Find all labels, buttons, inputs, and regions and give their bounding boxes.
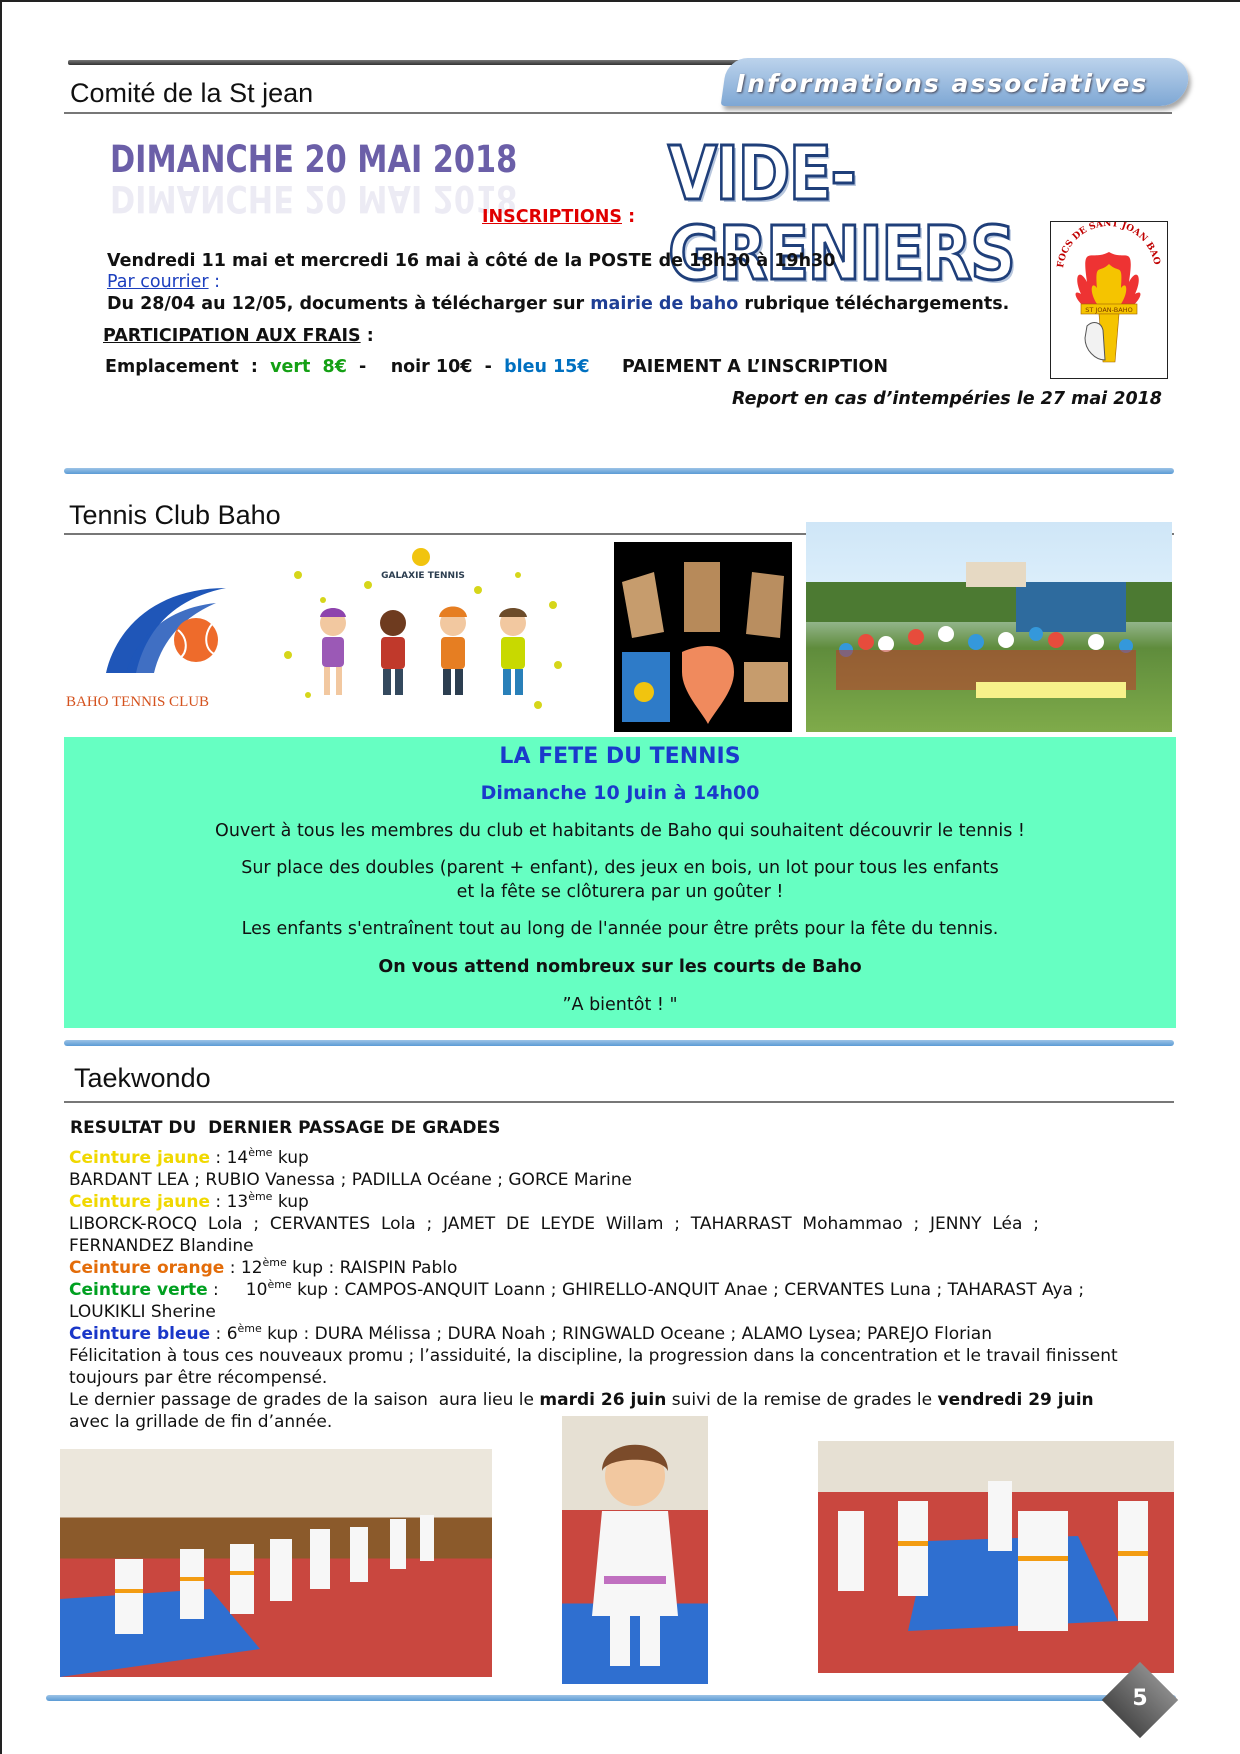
section-tab-label: Informations associatives	[736, 69, 1149, 98]
taekwondo-photo-2	[562, 1416, 708, 1684]
tennis-ball-icon	[66, 578, 246, 678]
dernier-text-b: suivi de la remise de grades le	[666, 1390, 938, 1410]
download-line	[107, 293, 1009, 315]
participation-label: PARTICIPATION AUX FRAIS	[103, 326, 361, 346]
baho-tennis-logo	[66, 578, 246, 718]
inscriptions-colon: :	[622, 207, 636, 227]
st-joan-logo	[1050, 221, 1168, 379]
page-number: 5	[1132, 1686, 1148, 1711]
kup-text: kup : CAMPOS-ANQUIT Loann ; GHIRELLO-ANQUIT Anae ; CERVANTES Luna ; TAHARAST Aya ;	[291, 1280, 1085, 1300]
participation-heading	[103, 325, 374, 347]
fete-date: Dimanche 10 Juin à 14h00	[480, 782, 760, 804]
fete-paragraph-5: ”A bientôt ! "	[562, 995, 678, 1015]
grades-subtitle: RESULTAT DU DERNIER PASSAGE DE GRADES	[70, 1118, 501, 1138]
grade-orange	[69, 1258, 457, 1280]
wooden-games-image	[614, 542, 792, 732]
grade-verte-names-b: LOUKIKLI Sherine	[69, 1302, 216, 1322]
belt-label: Ceinture verte	[69, 1280, 208, 1300]
svg-text:FOCS DE SANT JOAN BAO: FOCS DE SANT JOAN BAO	[1056, 222, 1162, 269]
event-date-title: DIMANCHE 20 MAI 2018	[110, 138, 518, 181]
fete-paragraph-3: Les enfants s'entraînent tout au long de l'année pour être prêts pour la fête du tennis.	[241, 919, 999, 939]
courrier-heading	[107, 271, 220, 293]
felicitation-line-a: Félicitation à tous ces nouveaux promu ; l’assiduité, la discipline, la progression dans la concentration et le travail finissent	[69, 1346, 1118, 1366]
kup-number: : 12	[224, 1258, 263, 1278]
grade-jaune-13-names-a: LIBORCK-ROCQ Lola ; CERVANTES Lola ; JAMET DE LEYDE Willam ; TAHARRAST Mohammao ; JENNY Léa ;	[69, 1214, 1039, 1234]
emplacement-line	[105, 356, 590, 378]
fete-paragraph-2a: Sur place des doubles (parent + enfant), des jeux en bois, un lot pour tous les enfants	[241, 858, 999, 878]
dernier-date-2: vendredi 29 juin	[937, 1390, 1094, 1410]
price-vert: vert 8€	[270, 357, 347, 377]
section-underline	[64, 112, 1172, 114]
kicking-class-image	[818, 1441, 1174, 1673]
kup-sup: ème	[267, 1278, 292, 1291]
footer-rule	[46, 1695, 1176, 1701]
grade-jaune-14-names: BARDANT LEA ; RUBIO Vanessa ; PADILLA Océane ; GORCE Marine	[69, 1170, 632, 1190]
kup-text: kup : RAISPIN Pablo	[286, 1258, 458, 1278]
kup-number: : 10	[207, 1280, 268, 1300]
kup-number: : 6	[210, 1324, 238, 1344]
fete-paragraph-1: Ouvert à tous les membres du club et habitants de Baho qui souhaitent découvrir le tennis !	[215, 821, 1025, 841]
kup-sup: ème	[237, 1322, 262, 1335]
svg-text:ST JOAN-BAHO: ST JOAN-BAHO	[1085, 306, 1133, 314]
header-rule	[68, 60, 748, 65]
kup-sup: ème	[262, 1256, 287, 1269]
price-bleu: bleu 15€	[504, 357, 590, 377]
kup-text: kup	[272, 1148, 309, 1168]
kup-number: : 14	[210, 1148, 249, 1168]
felicitation-line-b: toujours par être récompensé.	[69, 1368, 328, 1388]
inscriptions-label: INSCRIPTIONS	[482, 207, 622, 227]
belt-label: Ceinture orange	[69, 1258, 225, 1278]
report-note: Report en cas d’intempéries le 27 mai 2018	[732, 389, 1162, 409]
taekwondo-photo-3	[818, 1441, 1174, 1673]
baho-tennis-caption: BAHO TENNIS CLUB	[66, 694, 210, 710]
dernier-date-1: mardi 26 juin	[539, 1390, 667, 1410]
taekwondo-underline	[64, 1101, 1174, 1103]
taekwondo-rule	[64, 1040, 1174, 1046]
section-title-taekwondo: Taekwondo	[74, 1063, 211, 1093]
grade-jaune-14	[69, 1148, 309, 1170]
torch-icon	[1051, 222, 1166, 377]
paiement-note: PAIEMENT A L’INSCRIPTION	[622, 357, 889, 377]
dojo-class-image	[60, 1449, 492, 1677]
inscriptions-heading	[482, 206, 635, 228]
grade-jaune-13-names-b: FERNANDEZ Blandine	[69, 1236, 254, 1256]
belt-label: Ceinture jaune	[69, 1192, 211, 1212]
tennis-rule	[64, 468, 1174, 474]
section-title-tennis: Tennis Club Baho	[69, 500, 281, 530]
belt-label: Ceinture jaune	[69, 1148, 211, 1168]
kup-sup: ème	[248, 1146, 273, 1159]
kup-sup: ème	[248, 1190, 273, 1203]
fete-paragraph-2b: et la fête se clôturera par un goûter !	[456, 882, 784, 902]
dernier-passage-line-2: avec la grillade de fin d’année.	[69, 1412, 333, 1432]
group-photo-image	[806, 522, 1172, 732]
grade-jaune-13	[69, 1192, 309, 1214]
download-text-b: rubrique téléchargements.	[738, 294, 1010, 314]
child-uniform-image	[562, 1416, 708, 1684]
tennis-group-photo	[806, 522, 1172, 732]
kup-number: : 13	[210, 1192, 249, 1212]
courrier-colon: :	[208, 272, 221, 292]
belt-label: Ceinture bleue	[69, 1324, 211, 1344]
courrier-label: Par courrier	[107, 272, 209, 292]
fete-title: LA FETE DU TENNIS	[499, 744, 741, 769]
kup-text: kup : DURA Mélissa ; DURA Noah ; RINGWALD Oceane ; ALAMO Lysea; PAREJO Florian	[261, 1324, 992, 1344]
dernier-passage-line	[69, 1390, 1094, 1412]
dernier-text-a: Le dernier passage de grades de la saison aura lieu le	[69, 1390, 540, 1410]
mairie-link[interactable]: mairie de baho	[590, 294, 739, 314]
galaxie-tennis-illustration	[278, 545, 578, 727]
participation-colon: :	[360, 326, 374, 346]
inscription-dates: Vendredi 11 mai et mercredi 16 mai à côté de la POSTE de 18h30 à 19h30	[107, 251, 836, 271]
download-text-a: Du 28/04 au 12/05, documents à télécharger sur	[107, 294, 591, 314]
kup-text: kup	[272, 1192, 309, 1212]
grade-bleue	[69, 1324, 992, 1346]
emplacement-label: Emplacement :	[105, 357, 271, 377]
grade-verte	[69, 1280, 1084, 1302]
wooden-games-photo	[614, 542, 792, 732]
fete-paragraph-4: On vous attend nombreux sur les courts de Baho	[378, 957, 862, 977]
price-noir: - noir 10€ -	[346, 357, 505, 377]
kids-tennis-icon	[278, 545, 578, 727]
svg-text:GALAXIE TENNIS: GALAXIE TENNIS	[381, 571, 465, 581]
section-title-comite: Comité de la St jean	[70, 78, 314, 108]
taekwondo-photo-1	[60, 1449, 492, 1677]
vide-greniers-title: VIDE-GRENIERS	[668, 131, 1015, 297]
event-date-reflection: DIMANCHE 20 MAI 2018	[110, 177, 518, 220]
